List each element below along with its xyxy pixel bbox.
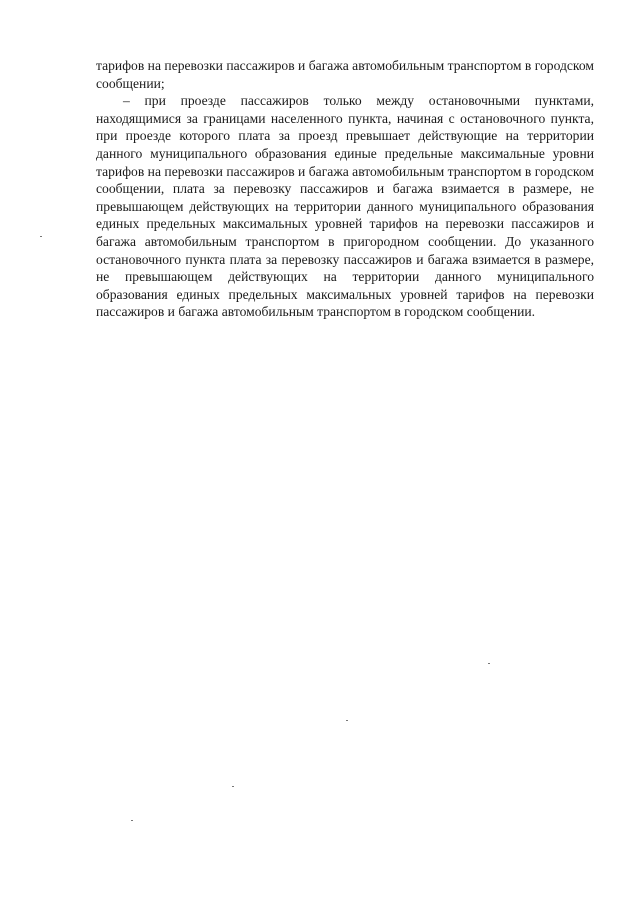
scan-speck	[131, 820, 133, 821]
paragraph-continuation: тарифов на перевозки пассажиров и багажа автомобильным транспортом в городском сообщении;	[96, 58, 594, 91]
body-text	[96, 57, 594, 321]
scan-speck	[346, 720, 348, 721]
scan-speck	[232, 786, 234, 787]
scan-speck	[488, 663, 490, 664]
scan-speck	[40, 236, 42, 237]
paragraph-fare-rule: – при проезде пассажиров только между остановочными пунктами, находящимися за границами населенного пункта, начиная с остановочного пункта, при проезде которого плата за проезд превышает действующие на территории данного муниципального образования единые предельные максимальные уровни тарифов на перевозки пассажиров и багажа автомобильным транспортом в городском сообщении, плата за перевозку пассажиров и багажа взимается в размере, не превышающем действующих на территории данного муниципального образования единых предельных максимальных уровней тарифов на перевозки пассажиров и багажа автомобильным транспортом в пригородном сообщении. До указанного остановочного пункта плата за перевозку пассажиров и багажа взимается в размере, не превышающем действующих на территории данного муниципального образования единых предельных максимальных уровней тарифов на перевозки пассажиров и багажа автомобильным транспортом в городском сообщении.	[96, 93, 594, 320]
